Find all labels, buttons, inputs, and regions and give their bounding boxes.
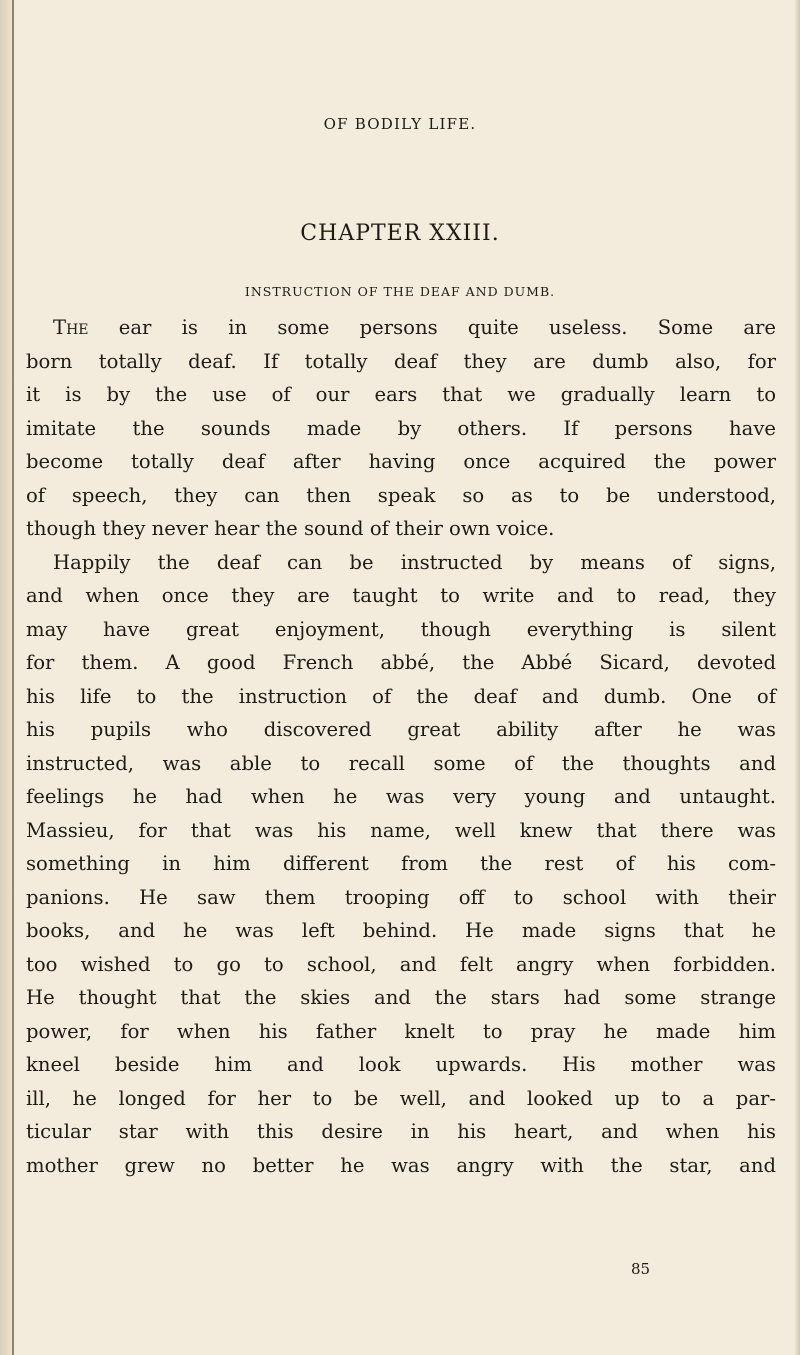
page-edge <box>794 0 800 1355</box>
text-line: ill, he longed for her to be well, and looked up to a par- <box>26 1086 776 1110</box>
text-line: his pupils who discovered great ability after he was <box>26 718 776 741</box>
text-line: Happily the deaf can be instructed by means of signs, <box>53 550 776 574</box>
text-line: of speech, they can then speak so as to be understood, <box>26 483 776 507</box>
text-line: his life to the instruction of the deaf and dumb. One of <box>26 684 776 708</box>
text-line: He thought that the skies and the stars had some strange <box>26 986 776 1009</box>
page-number: 85 <box>631 1260 651 1278</box>
binding-edge <box>12 0 14 1355</box>
text-line: for them. A good French abbé, the Abbé Sicard, devoted <box>26 651 776 674</box>
text-line: may have great enjoyment, though everything is silent <box>26 617 776 641</box>
text-line: panions. He saw them trooping off to school with their <box>26 885 776 909</box>
text-line: born totally deaf. If totally deaf they are dumb also, for <box>26 349 776 373</box>
text-line: become totally deaf after having once acquired the power <box>26 450 776 473</box>
text-line: kneel beside him and look upwards. His mother was <box>26 1053 776 1076</box>
text-line: power, for when his father knelt to pray he made him <box>26 1019 776 1043</box>
text-line: ticular star with this desire in his heart, and when his <box>26 1120 776 1143</box>
text-line: and when once they are taught to write and to read, they <box>26 584 776 607</box>
text-line: something in him different from the rest of his com- <box>26 852 776 875</box>
chapter-subtitle: INSTRUCTION OF THE DEAF AND DUMB. <box>244 284 556 299</box>
text-line: mother grew no better he was angry with the star, and <box>26 1153 776 1177</box>
text-line: imitate the sounds made by others. If persons have <box>26 416 776 440</box>
chapter-title: CHAPTER XXIII. <box>300 221 500 246</box>
text-line: though they never hear the sound of their own voice. <box>26 517 555 540</box>
opening-word: The <box>53 316 89 339</box>
text-line: it is by the use of our ears that we gradually learn to <box>26 383 776 406</box>
text-line: feelings he had when he was very young and untaught. <box>26 785 776 808</box>
running-head: OF BODILY LIFE. <box>323 115 477 133</box>
text-line: instructed, was able to recall some of the thoughts and <box>26 751 776 775</box>
text-line <box>26 311 776 345</box>
body-text <box>26 311 776 1182</box>
line-text: ear is in some persons quite useless. Some are <box>88 316 776 339</box>
text-line: books, and he was left behind. He made signs that he <box>26 919 776 942</box>
text-line: too wished to go to school, and felt angry when forbidden. <box>26 952 776 976</box>
text-line: Massieu, for that was his name, well knew that there was <box>26 818 776 842</box>
